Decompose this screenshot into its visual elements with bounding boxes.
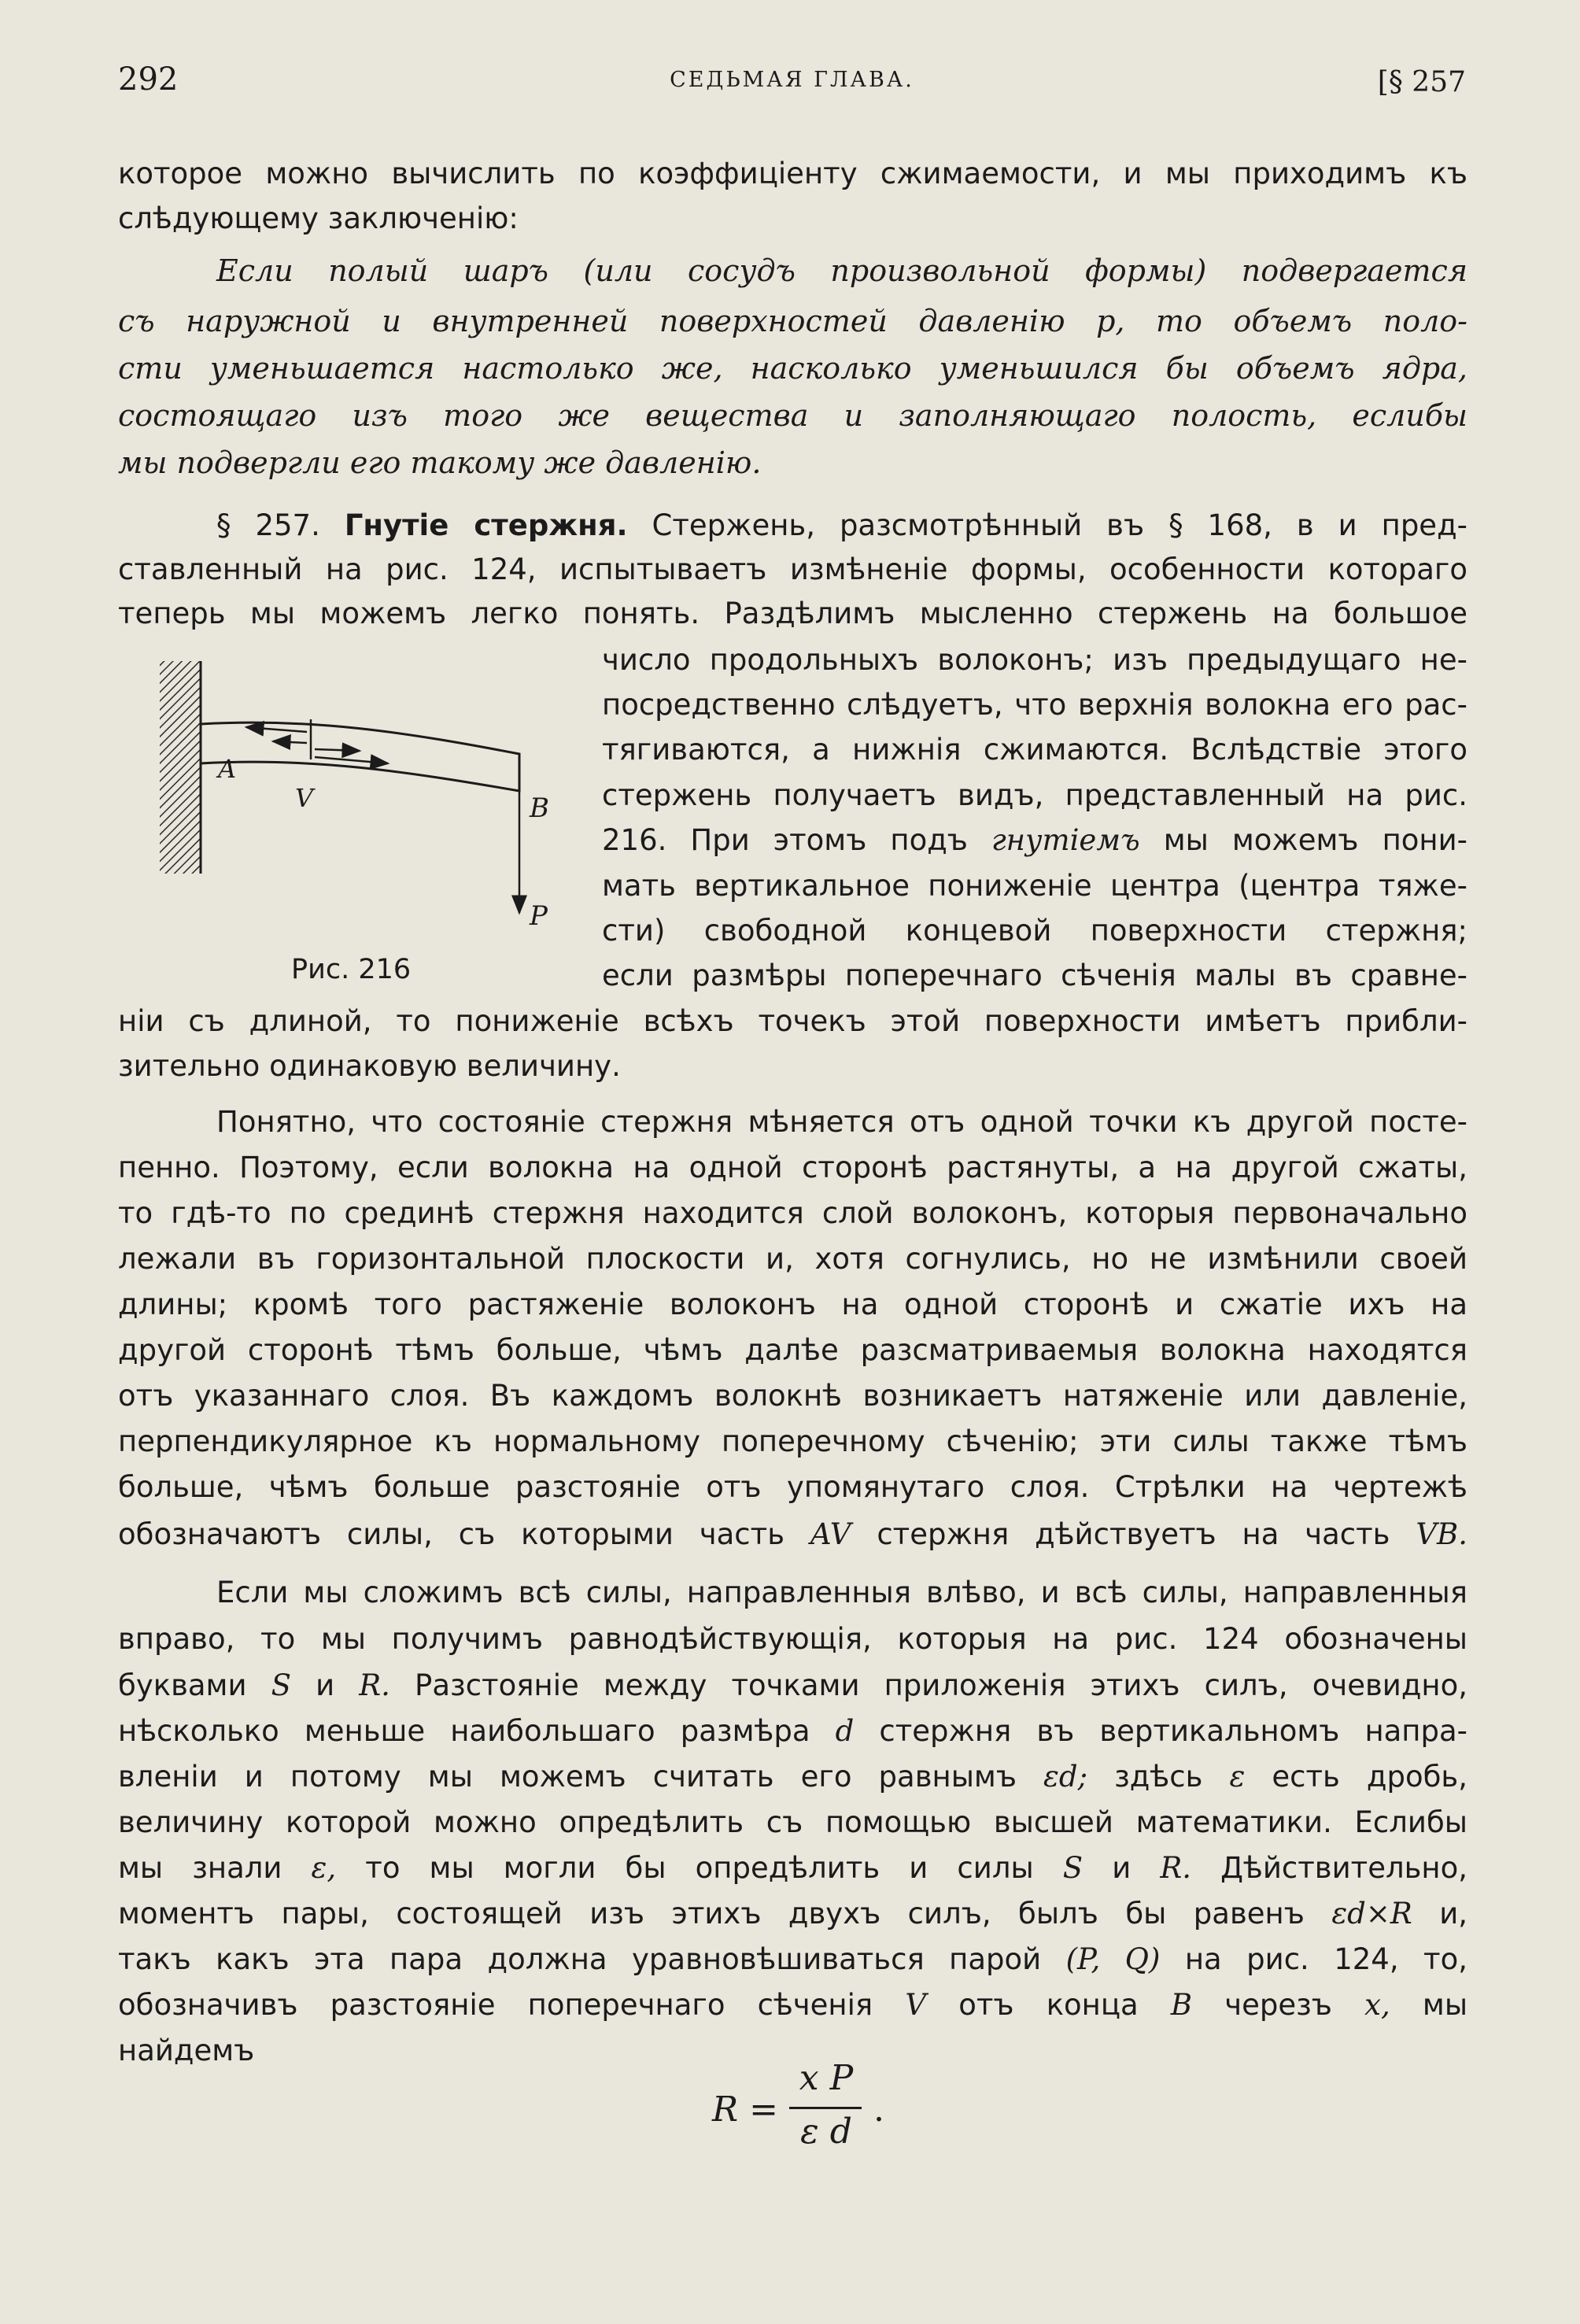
arrow-upper-left: [246, 727, 307, 732]
math-epsilon-d: εd;: [1043, 1760, 1088, 1794]
math-s: S: [1062, 1851, 1083, 1885]
text-line: ставленный на рис. 124, испытываетъ измѣненіе формы, особенности котораго: [118, 552, 1467, 586]
text-line: зительно одинаковую величину.: [118, 1049, 621, 1083]
math-v: V: [905, 1988, 927, 2022]
text-line: [602, 818, 1467, 863]
label-a: A: [218, 754, 237, 784]
page-number: 292: [118, 61, 179, 98]
text-line: больше, чѣмъ больше разстояніе отъ упомянутаго слоя. Стрѣлки на чертежѣ: [118, 1470, 1467, 1504]
section-title: Гнутіе стержня.: [344, 508, 628, 542]
formula-numerator: x P: [799, 2058, 854, 2098]
text-line: величину которой можно опредѣлить съ помощью высшей математики. Еслибы: [118, 1805, 1467, 1839]
text-run: и,: [1439, 1897, 1467, 1931]
page-header: [118, 61, 1466, 109]
math-epsilon: ε,: [311, 1851, 337, 1885]
text-line: которое можно вычислить по коэффиціенту сжимаемости, и мы приходимъ къ: [118, 157, 1467, 190]
text-line: [118, 1846, 1467, 1890]
label-p: P: [530, 900, 548, 932]
text-run: Стержень, разсмотрѣнный въ § 168, в и пред-: [652, 508, 1468, 542]
section-reference: [§ 257: [1377, 66, 1466, 98]
section-number: § 257.: [216, 508, 320, 542]
text-run: 216. При этомъ подъ: [602, 823, 968, 857]
text-line: [118, 1664, 1467, 1708]
fraction-bar: [789, 2107, 862, 2109]
text-line: [118, 1709, 1467, 1753]
math-d: d: [835, 1714, 855, 1748]
text-line: [118, 1755, 1467, 1799]
text-line: отъ указаннаго слоя. Въ каждомъ волокнѣ возникаетъ натяженіе или давленіе,: [118, 1379, 1467, 1413]
text-run: мы: [1422, 1988, 1468, 2022]
text-line: то гдѣ-то по срединѣ стержня находится слой волоконъ, которыя первоначально: [118, 1196, 1467, 1230]
text-line: другой сторонѣ тѣмъ больше, чѣмъ далѣе разсматриваемыя волокна находятся: [118, 1333, 1467, 1367]
text-line: слѣдующему заключенію:: [118, 201, 519, 235]
figure-caption: Рис. 216: [291, 954, 412, 985]
text-line: найдемъ: [118, 2034, 255, 2067]
text-run: буквами: [118, 1668, 247, 1702]
math-r: R.: [359, 1668, 390, 1702]
math-epsilon: ε: [1229, 1760, 1246, 1794]
formula-lhs: R =: [712, 2089, 778, 2130]
text-line: длины; кромѣ того растяженіе волоконъ на одной сторонѣ и сжатіе ихъ на: [118, 1288, 1467, 1321]
text-line: [118, 1983, 1467, 2027]
text-line: ніи съ длиной, то пониженіе всѣхъ точекъ этой поверхности имѣетъ прибли-: [118, 1004, 1467, 1038]
math-moment: εd×R: [1331, 1897, 1412, 1931]
math-s: S: [271, 1668, 291, 1702]
text-line: сти) свободной концевой поверхности стержня;: [602, 914, 1467, 948]
text-run: мы можемъ пони-: [1163, 823, 1467, 857]
text-line: вправо, то мы получимъ равнодѣйствующія, которыя на рис. 124 обозначены: [118, 1622, 1467, 1656]
text-line: лежали въ горизонтальной плоскости и, хотя согнулись, но не измѣнили своей: [118, 1242, 1467, 1276]
text-run: Дѣйствительно,: [1220, 1851, 1468, 1885]
text-line: число продольныхъ волоконъ; изъ предыдущаго не-: [602, 643, 1467, 677]
label-v: V: [295, 783, 314, 813]
text-line: теперь мы можемъ легко понять. Раздѣлимъ мысленно стержень на большое: [118, 597, 1467, 630]
label-b: B: [530, 793, 549, 824]
text-run: на рис. 124, то,: [1184, 1942, 1467, 1976]
text-run: обозначаютъ силы, съ которыми часть: [118, 1517, 784, 1551]
text-run: моментъ пары, состоящей изъ этихъ двухъ силъ, былъ бы равенъ: [118, 1897, 1305, 1931]
text-run: Разстояніе между точками приложенія этихъ силъ, очевидно,: [415, 1668, 1467, 1702]
text-run: и: [1112, 1851, 1131, 1885]
math-av: AV: [810, 1517, 851, 1551]
text-line: [118, 1938, 1467, 1982]
math-x: x,: [1364, 1988, 1390, 2022]
text-line: пенно. Поэтому, если волокна на одной сторонѣ растянуты, а на другой сжаты,: [118, 1151, 1467, 1184]
italic-term: гнутіемъ: [991, 823, 1140, 857]
wall-hatch: [160, 661, 201, 874]
math-pq: (P, Q): [1065, 1942, 1161, 1976]
text-line: если размѣры поперечнаго сѣченія малы въ сравне-: [602, 959, 1467, 992]
text-run: и: [316, 1668, 335, 1702]
text-run: такъ какъ эта пара должна уравновѣшиваться парой: [118, 1942, 1042, 1976]
text-run: обозначивъ разстояніе поперечнаго сѣченія: [118, 1988, 873, 2022]
theorem-line: съ наружной и внутренней поверхностей давленію p, то объемъ поло-: [118, 304, 1467, 338]
arrow-right: [315, 749, 360, 751]
text-line: перпендикулярное къ нормальному поперечному сѣченію; эти силы также тѣмъ: [118, 1424, 1467, 1458]
text-run: стержня въ вертикальномъ напра-: [879, 1714, 1468, 1748]
figure-216: [153, 653, 578, 968]
theorem-line: состоящаго изъ того же вещества и заполняющаго полость, еслибы: [118, 398, 1467, 433]
text-run: нѣсколько меньше наибольшаго размѣра: [118, 1714, 810, 1748]
text-line: [118, 1892, 1467, 1936]
text-run: стержня дѣйствуетъ на часть: [877, 1517, 1390, 1551]
formula-r: [704, 2058, 909, 2160]
text-line: посредственно слѣдуетъ, что верхнія волокна его рас-: [602, 688, 1467, 722]
text-line: Понятно, что состояніе стержня мѣняется отъ одной точки къ другой посте-: [216, 1105, 1467, 1139]
text-line: стержень получаетъ видъ, представленный на рис.: [602, 778, 1467, 812]
section-heading-line: [118, 504, 1467, 548]
text-run: черезъ: [1224, 1988, 1332, 2022]
text-line: Если мы сложимъ всѣ силы, направленныя влѣво, и всѣ силы, направленныя: [216, 1576, 1467, 1609]
text-line: мать вертикальное пониженіе центра (центра тяже-: [602, 869, 1467, 903]
text-run: то мы могли бы опредѣлить и силы: [365, 1851, 1034, 1885]
text-run: здѣсь: [1114, 1760, 1203, 1794]
math-b: B: [1170, 1988, 1193, 2022]
text-run: отъ конца: [958, 1988, 1139, 2022]
text-line: тягиваются, а нижнія сжимаются. Вслѣдствіе этого: [602, 733, 1467, 767]
formula-trail: .: [873, 2089, 884, 2130]
theorem-line: Если полый шаръ (или сосудъ произвольной формы) подвергается: [216, 253, 1467, 288]
formula-denominator: ε d: [800, 2112, 852, 2152]
theorem-line: сти уменьшается настолько же, насколько уменьшился бы объемъ ядра,: [118, 351, 1467, 386]
text-run: вленіи и потому мы можемъ считать его равнымъ: [118, 1760, 1017, 1794]
arrow-lower-right: [315, 757, 388, 763]
beam-diagram: [153, 653, 578, 968]
text-run: есть дробь,: [1272, 1760, 1467, 1794]
text-line: [118, 1513, 1467, 1557]
math-r: R.: [1160, 1851, 1191, 1885]
bent-beam: [201, 722, 519, 791]
theorem-line: мы подвергли его такому же давленію.: [118, 445, 762, 480]
text-run: мы знали: [118, 1851, 282, 1885]
arrow-left: [273, 741, 307, 743]
running-title: СЕДЬМАЯ ГЛАВА.: [670, 68, 914, 92]
math-vb: VB.: [1416, 1517, 1467, 1551]
